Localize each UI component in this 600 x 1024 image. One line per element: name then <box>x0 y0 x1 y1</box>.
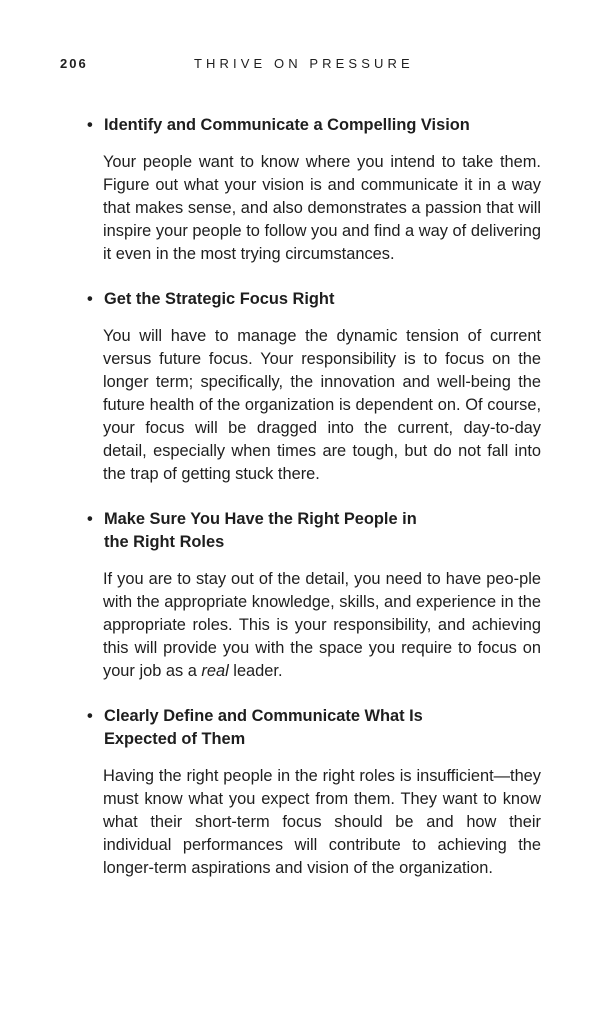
emphasis-text: real <box>201 662 229 680</box>
section-compelling-vision <box>0 114 600 266</box>
section-body: Your people want to know where you intend to take them. Figure out what your vision is and communicate it in a way that makes sense, and also demonstrates a passion that will inspire your people to follow you and find a way of delivering it even in the most trying circumstances. <box>103 153 541 263</box>
section-body <box>103 568 541 683</box>
section-heading-line-1: Make Sure You Have the Right People in <box>104 510 417 528</box>
section-heading <box>87 705 544 751</box>
page-content <box>0 114 600 902</box>
page-number: 206 <box>60 56 88 71</box>
section-body: Having the right people in the right roles is insufficient—they must know what you expect from them. They want to know what their short-term focus should be and how their individual performances will contribute to achieving the longer-term aspirations and vision of the organization. <box>103 767 541 877</box>
bullet-icon: • <box>87 116 93 134</box>
section-heading-text: Get the Strategic Focus Right <box>104 290 335 308</box>
section-heading-line-1: Clearly Define and Communicate What Is <box>104 707 423 725</box>
section-heading <box>87 114 544 137</box>
section-heading-line-2: Expected of Them <box>104 730 246 748</box>
body-text-end: leader. <box>228 662 283 680</box>
section-strategic-focus <box>0 288 600 486</box>
section-heading-text: Identify and Communicate a Compelling Vision <box>104 116 470 134</box>
page-header <box>0 56 600 76</box>
bullet-icon: • <box>87 707 93 725</box>
section-heading-line-2: the Right Roles <box>104 533 225 551</box>
section-right-people <box>0 508 600 683</box>
section-body: You will have to manage the dynamic tension of current versus future focus. Your responsibility is to focus on the longer term; specifically, the innovation and well-being the future health of the organization is dependent on. Of course, your focus will be dragged into the current, day-to-day detail, especially when times are tough, but do not fall into the trap of getting stuck there. <box>103 327 541 483</box>
bullet-icon: • <box>87 290 93 308</box>
bullet-icon: • <box>87 510 93 528</box>
running-title: THRIVE ON PRESSURE <box>194 56 414 71</box>
section-heading <box>87 288 544 311</box>
section-heading <box>87 508 544 554</box>
body-text-start: If you are to stay out of the detail, you need to have peo-ple with the appropriate knowledge, skills, and experience in the appropriate roles. This is your responsibility, and achieving this will provide you with the space you require to focus on your job as a <box>103 570 541 680</box>
section-define-expectations <box>0 705 600 880</box>
